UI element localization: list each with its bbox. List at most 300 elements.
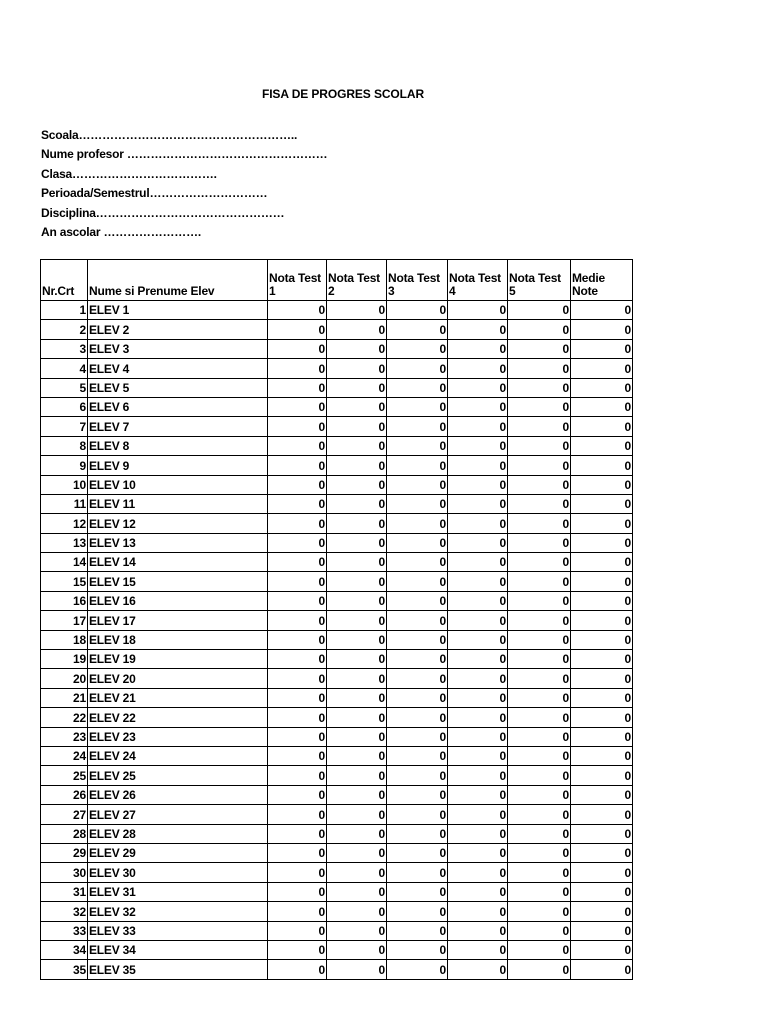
cell-test-2: 0: [327, 320, 387, 339]
cell-student-name: ELEV 35: [88, 960, 268, 979]
cell-nr-crt: 3: [41, 339, 88, 358]
cell-average: 0: [571, 553, 633, 572]
cell-test-3: 0: [387, 553, 448, 572]
table-row: [41, 611, 633, 630]
cell-test-1: 0: [268, 727, 327, 746]
table-row: [41, 553, 633, 572]
cell-nr-crt: 22: [41, 708, 88, 727]
cell-test-5: 0: [508, 611, 571, 630]
cell-test-5: 0: [508, 843, 571, 862]
cell-test-4: 0: [448, 514, 508, 533]
cell-student-name: ELEV 3: [88, 339, 268, 358]
cell-average: 0: [571, 882, 633, 901]
cell-student-name: ELEV 19: [88, 650, 268, 669]
cell-test-2: 0: [327, 766, 387, 785]
cell-test-4: 0: [448, 940, 508, 959]
cell-test-4: 0: [448, 397, 508, 416]
cell-test-3: 0: [387, 475, 448, 494]
cell-test-2: 0: [327, 746, 387, 765]
cell-average: 0: [571, 824, 633, 843]
table-row: [41, 940, 633, 959]
cell-student-name: ELEV 27: [88, 805, 268, 824]
cell-nr-crt: 26: [41, 785, 88, 804]
cell-nr-crt: 12: [41, 514, 88, 533]
table-row: [41, 630, 633, 649]
cell-test-4: 0: [448, 611, 508, 630]
cell-test-1: 0: [268, 475, 327, 494]
cell-average: 0: [571, 436, 633, 455]
cell-test-1: 0: [268, 378, 327, 397]
cell-test-3: 0: [387, 669, 448, 688]
cell-test-3: 0: [387, 456, 448, 475]
cell-test-2: 0: [327, 339, 387, 358]
cell-test-5: 0: [508, 397, 571, 416]
cell-nr-crt: 11: [41, 494, 88, 513]
cell-test-5: 0: [508, 630, 571, 649]
cell-test-4: 0: [448, 359, 508, 378]
table-row: [41, 475, 633, 494]
cell-test-3: 0: [387, 727, 448, 746]
cell-test-5: 0: [508, 921, 571, 940]
cell-test-5: 0: [508, 533, 571, 552]
cell-test-1: 0: [268, 960, 327, 979]
cell-test-2: 0: [327, 960, 387, 979]
cell-test-4: 0: [448, 553, 508, 572]
cell-test-4: 0: [448, 688, 508, 707]
cell-test-1: 0: [268, 591, 327, 610]
cell-test-1: 0: [268, 553, 327, 572]
cell-average: 0: [571, 378, 633, 397]
cell-test-2: 0: [327, 688, 387, 707]
cell-test-1: 0: [268, 824, 327, 843]
cell-test-2: 0: [327, 397, 387, 416]
cell-test-3: 0: [387, 378, 448, 397]
table-row: [41, 572, 633, 591]
cell-test-2: 0: [327, 940, 387, 959]
cell-test-1: 0: [268, 766, 327, 785]
cell-average: 0: [571, 843, 633, 862]
field-nume-profesor: Nume profesor ……………………………………………: [41, 147, 328, 162]
table-row: [41, 843, 633, 862]
cell-nr-crt: 30: [41, 863, 88, 882]
cell-test-3: 0: [387, 320, 448, 339]
cell-average: 0: [571, 746, 633, 765]
cell-test-4: 0: [448, 650, 508, 669]
cell-test-5: 0: [508, 475, 571, 494]
cell-test-4: 0: [448, 805, 508, 824]
cell-test-3: 0: [387, 572, 448, 591]
cell-nr-crt: 13: [41, 533, 88, 552]
cell-test-4: 0: [448, 843, 508, 862]
cell-student-name: ELEV 25: [88, 766, 268, 785]
table-row: [41, 650, 633, 669]
cell-test-2: 0: [327, 359, 387, 378]
table-row: [41, 533, 633, 552]
cell-test-4: 0: [448, 494, 508, 513]
cell-student-name: ELEV 5: [88, 378, 268, 397]
cell-test-2: 0: [327, 436, 387, 455]
cell-test-5: 0: [508, 417, 571, 436]
cell-test-5: 0: [508, 882, 571, 901]
cell-student-name: ELEV 32: [88, 902, 268, 921]
cell-average: 0: [571, 688, 633, 707]
header-test-1: Nota Test 1: [268, 260, 327, 301]
table-row: [41, 669, 633, 688]
cell-test-3: 0: [387, 766, 448, 785]
cell-test-5: 0: [508, 572, 571, 591]
table-row: [41, 417, 633, 436]
cell-student-name: ELEV 33: [88, 921, 268, 940]
header-test-5: Nota Test 5: [508, 260, 571, 301]
cell-test-4: 0: [448, 785, 508, 804]
cell-student-name: ELEV 9: [88, 456, 268, 475]
cell-test-5: 0: [508, 650, 571, 669]
cell-test-3: 0: [387, 630, 448, 649]
cell-average: 0: [571, 960, 633, 979]
cell-test-5: 0: [508, 378, 571, 397]
cell-test-2: 0: [327, 572, 387, 591]
cell-test-2: 0: [327, 494, 387, 513]
cell-test-2: 0: [327, 824, 387, 843]
cell-nr-crt: 20: [41, 669, 88, 688]
cell-nr-crt: 33: [41, 921, 88, 940]
cell-test-4: 0: [448, 591, 508, 610]
cell-test-1: 0: [268, 514, 327, 533]
cell-test-3: 0: [387, 688, 448, 707]
cell-test-1: 0: [268, 882, 327, 901]
cell-test-5: 0: [508, 960, 571, 979]
cell-average: 0: [571, 456, 633, 475]
cell-test-4: 0: [448, 630, 508, 649]
cell-average: 0: [571, 417, 633, 436]
table-row: [41, 882, 633, 901]
cell-average: 0: [571, 785, 633, 804]
cell-test-2: 0: [327, 475, 387, 494]
cell-test-5: 0: [508, 766, 571, 785]
table-row: [41, 727, 633, 746]
cell-test-3: 0: [387, 902, 448, 921]
cell-test-4: 0: [448, 766, 508, 785]
header-fields: [41, 126, 327, 242]
cell-test-4: 0: [448, 572, 508, 591]
cell-test-1: 0: [268, 339, 327, 358]
cell-student-name: ELEV 28: [88, 824, 268, 843]
cell-test-4: 0: [448, 708, 508, 727]
cell-student-name: ELEV 16: [88, 591, 268, 610]
cell-test-2: 0: [327, 456, 387, 475]
cell-student-name: ELEV 18: [88, 630, 268, 649]
cell-test-1: 0: [268, 533, 327, 552]
cell-test-5: 0: [508, 785, 571, 804]
cell-student-name: ELEV 30: [88, 863, 268, 882]
cell-test-2: 0: [327, 301, 387, 320]
cell-nr-crt: 32: [41, 902, 88, 921]
cell-average: 0: [571, 863, 633, 882]
cell-test-4: 0: [448, 320, 508, 339]
cell-test-4: 0: [448, 378, 508, 397]
cell-test-5: 0: [508, 359, 571, 378]
cell-average: 0: [571, 727, 633, 746]
cell-nr-crt: 14: [41, 553, 88, 572]
cell-student-name: ELEV 26: [88, 785, 268, 804]
cell-student-name: ELEV 8: [88, 436, 268, 455]
cell-nr-crt: 35: [41, 960, 88, 979]
table-row: [41, 397, 633, 416]
header-test-2: Nota Test 2: [327, 260, 387, 301]
cell-test-5: 0: [508, 591, 571, 610]
cell-nr-crt: 21: [41, 688, 88, 707]
cell-test-2: 0: [327, 785, 387, 804]
cell-test-1: 0: [268, 863, 327, 882]
cell-nr-crt: 17: [41, 611, 88, 630]
cell-test-3: 0: [387, 611, 448, 630]
cell-nr-crt: 29: [41, 843, 88, 862]
cell-test-1: 0: [268, 456, 327, 475]
field-clasa: Clasa……………………………….: [41, 166, 217, 181]
cell-average: 0: [571, 611, 633, 630]
cell-test-2: 0: [327, 553, 387, 572]
cell-test-5: 0: [508, 688, 571, 707]
cell-nr-crt: 34: [41, 940, 88, 959]
table-row: [41, 785, 633, 804]
cell-average: 0: [571, 630, 633, 649]
field-disciplina: Disciplina…………………………………………: [41, 205, 285, 220]
cell-average: 0: [571, 591, 633, 610]
cell-nr-crt: 9: [41, 456, 88, 475]
table-row: [41, 514, 633, 533]
cell-test-2: 0: [327, 611, 387, 630]
cell-test-2: 0: [327, 417, 387, 436]
cell-average: 0: [571, 339, 633, 358]
cell-test-4: 0: [448, 475, 508, 494]
cell-student-name: ELEV 13: [88, 533, 268, 552]
cell-test-1: 0: [268, 436, 327, 455]
table-row: [41, 805, 633, 824]
cell-test-3: 0: [387, 746, 448, 765]
cell-test-2: 0: [327, 378, 387, 397]
cell-test-3: 0: [387, 650, 448, 669]
cell-test-3: 0: [387, 785, 448, 804]
table-row: [41, 436, 633, 455]
cell-test-3: 0: [387, 359, 448, 378]
cell-average: 0: [571, 805, 633, 824]
cell-test-2: 0: [327, 921, 387, 940]
cell-test-4: 0: [448, 436, 508, 455]
cell-nr-crt: 1: [41, 301, 88, 320]
table-row: [41, 921, 633, 940]
cell-nr-crt: 16: [41, 591, 88, 610]
cell-test-5: 0: [508, 553, 571, 572]
cell-test-3: 0: [387, 436, 448, 455]
cell-student-name: ELEV 31: [88, 882, 268, 901]
cell-average: 0: [571, 301, 633, 320]
cell-test-4: 0: [448, 960, 508, 979]
cell-test-1: 0: [268, 940, 327, 959]
cell-test-4: 0: [448, 669, 508, 688]
cell-student-name: ELEV 12: [88, 514, 268, 533]
cell-student-name: ELEV 20: [88, 669, 268, 688]
cell-nr-crt: 5: [41, 378, 88, 397]
cell-test-5: 0: [508, 727, 571, 746]
cell-test-4: 0: [448, 533, 508, 552]
table-row: [41, 766, 633, 785]
cell-nr-crt: 19: [41, 650, 88, 669]
cell-average: 0: [571, 494, 633, 513]
table-row: [41, 824, 633, 843]
table-row: [41, 339, 633, 358]
cell-average: 0: [571, 766, 633, 785]
cell-test-1: 0: [268, 572, 327, 591]
cell-average: 0: [571, 650, 633, 669]
cell-test-2: 0: [327, 902, 387, 921]
cell-test-4: 0: [448, 824, 508, 843]
cell-test-1: 0: [268, 397, 327, 416]
cell-test-2: 0: [327, 805, 387, 824]
cell-test-1: 0: [268, 669, 327, 688]
cell-average: 0: [571, 359, 633, 378]
cell-student-name: ELEV 1: [88, 301, 268, 320]
cell-nr-crt: 23: [41, 727, 88, 746]
cell-test-3: 0: [387, 417, 448, 436]
progress-table: [40, 259, 633, 980]
cell-test-4: 0: [448, 882, 508, 901]
cell-nr-crt: 18: [41, 630, 88, 649]
cell-nr-crt: 8: [41, 436, 88, 455]
cell-average: 0: [571, 572, 633, 591]
cell-test-2: 0: [327, 882, 387, 901]
cell-test-5: 0: [508, 514, 571, 533]
cell-nr-crt: 10: [41, 475, 88, 494]
cell-nr-crt: 28: [41, 824, 88, 843]
field-an-scolar: An ascolar …………………….: [41, 225, 202, 240]
cell-test-1: 0: [268, 708, 327, 727]
cell-test-2: 0: [327, 727, 387, 746]
cell-test-3: 0: [387, 397, 448, 416]
cell-student-name: ELEV 15: [88, 572, 268, 591]
cell-average: 0: [571, 902, 633, 921]
cell-average: 0: [571, 921, 633, 940]
cell-test-4: 0: [448, 727, 508, 746]
cell-student-name: ELEV 6: [88, 397, 268, 416]
cell-student-name: ELEV 10: [88, 475, 268, 494]
cell-test-5: 0: [508, 436, 571, 455]
cell-test-4: 0: [448, 456, 508, 475]
table-row: [41, 960, 633, 979]
cell-test-1: 0: [268, 611, 327, 630]
table-row: [41, 456, 633, 475]
cell-average: 0: [571, 320, 633, 339]
cell-test-1: 0: [268, 650, 327, 669]
cell-student-name: ELEV 29: [88, 843, 268, 862]
cell-test-2: 0: [327, 708, 387, 727]
cell-test-5: 0: [508, 746, 571, 765]
cell-average: 0: [571, 669, 633, 688]
document-title: FISA DE PROGRES SCOLAR: [261, 87, 425, 101]
cell-test-2: 0: [327, 514, 387, 533]
cell-student-name: ELEV 17: [88, 611, 268, 630]
cell-test-3: 0: [387, 863, 448, 882]
cell-test-3: 0: [387, 805, 448, 824]
cell-student-name: ELEV 23: [88, 727, 268, 746]
cell-test-1: 0: [268, 359, 327, 378]
cell-test-3: 0: [387, 940, 448, 959]
cell-student-name: ELEV 22: [88, 708, 268, 727]
header-test-4: Nota Test 4: [448, 260, 508, 301]
table-row: [41, 708, 633, 727]
cell-test-5: 0: [508, 301, 571, 320]
cell-test-5: 0: [508, 494, 571, 513]
cell-test-1: 0: [268, 785, 327, 804]
table-row: [41, 688, 633, 707]
cell-nr-crt: 7: [41, 417, 88, 436]
cell-student-name: ELEV 11: [88, 494, 268, 513]
cell-nr-crt: 31: [41, 882, 88, 901]
cell-nr-crt: 2: [41, 320, 88, 339]
table-row: [41, 863, 633, 882]
cell-test-4: 0: [448, 746, 508, 765]
table-row: [41, 591, 633, 610]
cell-test-3: 0: [387, 708, 448, 727]
cell-test-2: 0: [327, 863, 387, 882]
cell-student-name: ELEV 34: [88, 940, 268, 959]
cell-test-4: 0: [448, 417, 508, 436]
cell-test-1: 0: [268, 688, 327, 707]
cell-student-name: ELEV 7: [88, 417, 268, 436]
cell-test-1: 0: [268, 301, 327, 320]
header-student-name: Nume si Prenume Elev: [88, 260, 268, 301]
cell-test-4: 0: [448, 301, 508, 320]
cell-average: 0: [571, 475, 633, 494]
cell-test-2: 0: [327, 669, 387, 688]
cell-test-4: 0: [448, 339, 508, 358]
cell-test-1: 0: [268, 902, 327, 921]
cell-test-1: 0: [268, 805, 327, 824]
table-row: [41, 746, 633, 765]
cell-test-5: 0: [508, 320, 571, 339]
cell-test-5: 0: [508, 863, 571, 882]
cell-average: 0: [571, 514, 633, 533]
cell-test-5: 0: [508, 940, 571, 959]
cell-test-1: 0: [268, 494, 327, 513]
table-header-row: [41, 260, 633, 301]
cell-average: 0: [571, 533, 633, 552]
header-test-3: Nota Test 3: [387, 260, 448, 301]
field-perioada-semestru: Perioada/Semestrul…………………………: [41, 186, 268, 201]
cell-nr-crt: 6: [41, 397, 88, 416]
cell-student-name: ELEV 4: [88, 359, 268, 378]
cell-test-5: 0: [508, 339, 571, 358]
cell-nr-crt: 4: [41, 359, 88, 378]
cell-test-3: 0: [387, 882, 448, 901]
field-scoala: Scoala………………………………………………..: [41, 128, 298, 142]
cell-test-4: 0: [448, 863, 508, 882]
cell-test-3: 0: [387, 339, 448, 358]
table-row: [41, 378, 633, 397]
cell-test-2: 0: [327, 650, 387, 669]
table-row: [41, 902, 633, 921]
cell-test-5: 0: [508, 708, 571, 727]
cell-test-2: 0: [327, 843, 387, 862]
cell-test-3: 0: [387, 494, 448, 513]
cell-test-1: 0: [268, 630, 327, 649]
cell-average: 0: [571, 940, 633, 959]
cell-test-1: 0: [268, 921, 327, 940]
table-row: [41, 494, 633, 513]
cell-nr-crt: 27: [41, 805, 88, 824]
cell-test-3: 0: [387, 514, 448, 533]
cell-test-2: 0: [327, 630, 387, 649]
cell-test-4: 0: [448, 902, 508, 921]
